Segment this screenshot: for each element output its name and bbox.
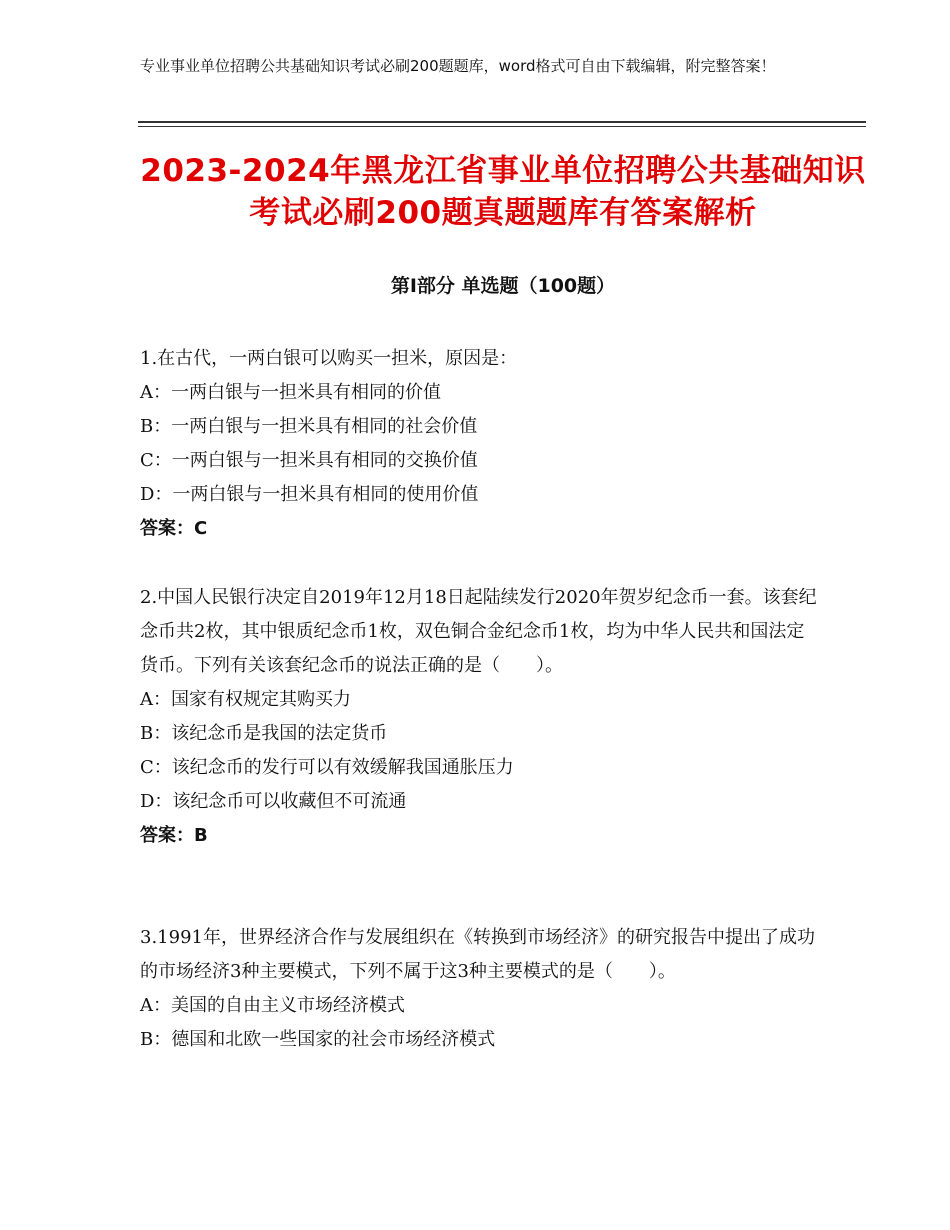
option-c: C：该纪念币的发行可以有效缓解我国通胀压力 [140, 757, 514, 778]
option-b: B：德国和北欧一些国家的社会市场经济模式 [140, 1029, 496, 1050]
option-a: A：美国的自由主义市场经济模式 [140, 995, 405, 1016]
option-b: B：该纪念币是我国的法定货币 [140, 723, 388, 744]
answer: 答案：B [140, 825, 208, 846]
option-c: C：一两白银与一担米具有相同的交换价值 [140, 450, 478, 471]
document-title: 2023-2024年黑龙江省事业单位招聘公共基础知识考试必刷200题真题题库有答案解析 [140, 153, 866, 231]
header-rule-thick [138, 121, 866, 123]
option-d: D：该纪念币可以收藏但不可流通 [140, 791, 407, 812]
question-1 [140, 342, 820, 546]
question-3 [140, 921, 820, 1057]
option-d: D：一两白银与一担米具有相同的使用价值 [140, 484, 479, 505]
answer: 答案：C [140, 518, 208, 539]
option-b: B：一两白银与一担米具有相同的社会价值 [140, 416, 478, 437]
header-note: 专业事业单位招聘公共基础知识考试必刷200题题库，word格式可自由下载编辑，附完整答案！ [140, 57, 776, 75]
question-stem: 3.1991年，世界经济合作与发展组织在《转换到市场经济》的研究报告中提出了成功的市场经济3种主要模式，下列不属于这3种主要模式的是（ ）。 [140, 927, 815, 982]
option-a: A：一两白银与一担米具有相同的价值 [140, 382, 441, 403]
header-rule-thin [138, 126, 866, 127]
question-stem: 2.中国人民银行决定自2019年12月18日起陆续发行2020年贺岁纪念币一套。该套纪念币共2枚，其中银质纪念币1枚，双色铜合金纪念币1枚，均为中华人民共和国法定货币。下列有关该套纪念币的说法正确的是（ ）。 [140, 587, 817, 676]
question-2 [140, 581, 820, 853]
option-a: A：国家有权规定其购买力 [140, 689, 351, 710]
question-stem: 1.在古代，一两白银可以购买一担米，原因是： [140, 348, 518, 369]
section-title: 第Ⅰ部分 单选题（100题） [390, 275, 616, 297]
